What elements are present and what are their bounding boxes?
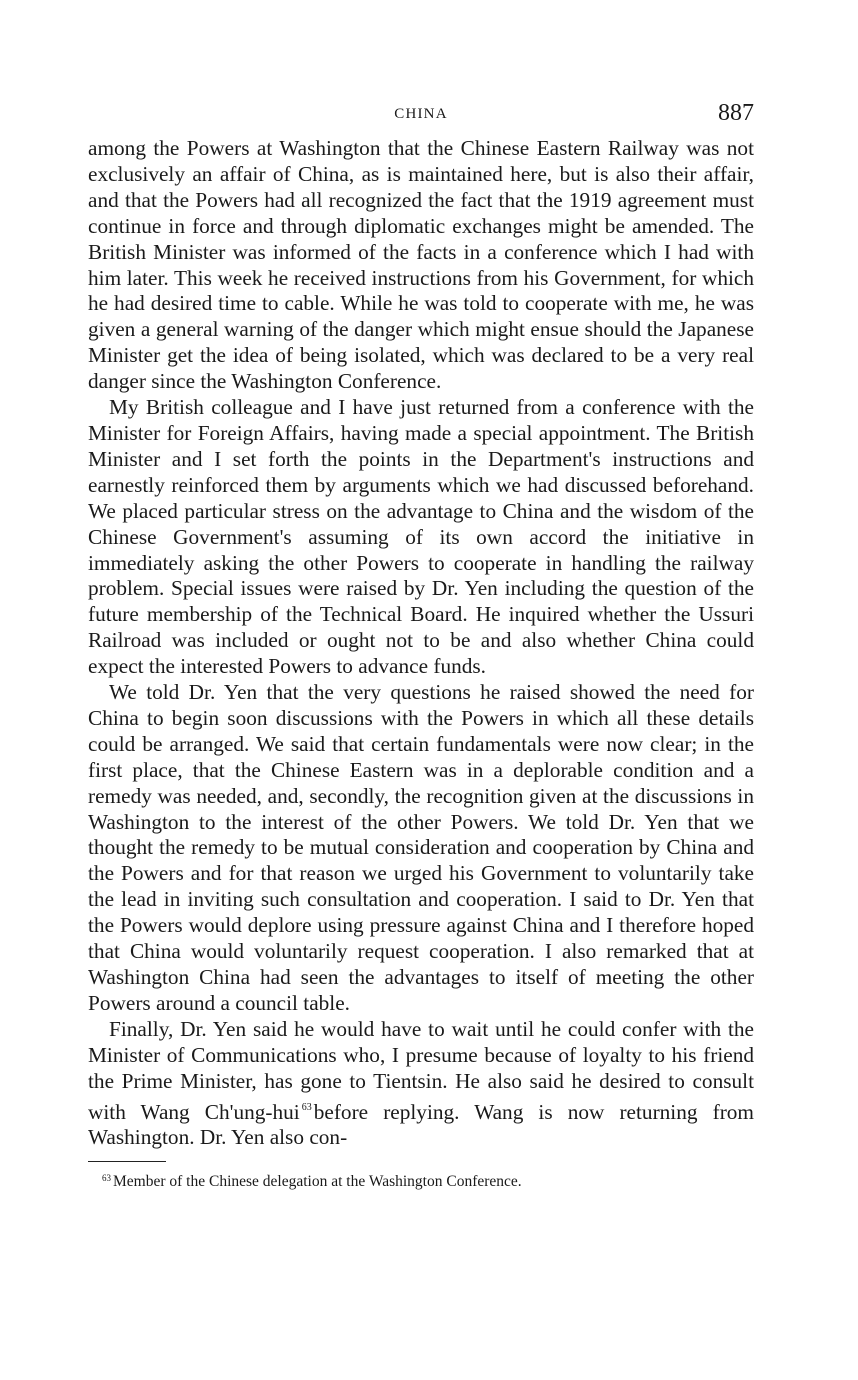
footnote	[102, 1168, 754, 1192]
running-title: CHINA	[394, 106, 448, 122]
footnote-divider	[88, 1161, 166, 1162]
page-number: 887	[718, 100, 754, 126]
body-text	[88, 136, 754, 1151]
footnote-text: Member of the Chinese delegation at the Washington Conference.	[113, 1173, 522, 1191]
footnote-marker: 63	[102, 1173, 111, 1184]
paragraph-3: We told Dr. Yen that the very questions he raised showed the need for China to begin soon discussions with the Powers in which all these details could be arranged. We said that certain fundamentals were now clear; in the first place, that the Chinese Eastern was in a deplorable condition and a remedy was needed, and, secondly, the recognition given at the discussions in Washington to the interest of the other Powers. We told Dr. Yen that we thought the remedy to be mutual consideration and cooperation by China and the Powers and for that reason we urged his Government to voluntarily take the lead in inviting such consultation and cooperation. I said to Dr. Yen that the Powers would deplore using pressure against China and I therefore hoped that China would voluntarily request cooperation. I also remarked that at Washington China had seen the advantages to itself of meeting the other Powers around a council table.	[88, 680, 754, 1015]
paragraph-4	[88, 1017, 754, 1152]
paragraph-4-text-after-note: before replying. Wang is now returning from Washington. Dr. Yen also con-	[88, 1099, 755, 1150]
paragraph-1: among the Powers at Washington that the Chinese Eastern Railway was not exclusively an affair of China, as is maintained here, but is also their affair, and that the Powers had all recognized the fact that the 1919 agreement must continue in force and through diplomatic exchanges might be amended. The British Minister was informed of the facts in a conference which I had with him later. This week he received instructions from his Government, for which he had desired time to cable. While he was told to cooperate with me, he was given a general warning of the danger which might ensue should the Japanese Minister get the idea of being isolated, which was declared to be a very real danger since the Washington Conference.	[88, 136, 754, 394]
document-page	[88, 100, 754, 1192]
paragraph-2: My British colleague and I have just returned from a conference with the Minister for Foreign Affairs, having made a special appointment. The British Minister and I set forth the points in the Department's instructions and earnestly reinforced them by arguments which we had discussed beforehand. We placed particular stress on the advantage to China and the wisdom of the Chinese Government's assuming of its own accord the initiative in immediately asking the other Powers to cooperate in handling the railway problem. Special issues were raised by Dr. Yen including the question of the future membership of the Technical Board. He inquired whether the Ussuri Railroad was included or ought not to be and also whether China could expect the interested Powers to advance funds.	[88, 395, 754, 679]
paragraph-4-text-before-note: Finally, Dr. Yen said he would have to wait until he could confer with the Minister of Communications who, I presume because of loyalty to his friend the Prime Minister, has gone to Tientsin. He also said he desired to consult with Wang Ch'ung-hui	[88, 1016, 754, 1124]
running-head	[88, 100, 754, 136]
footnote-reference: 63	[301, 1101, 312, 1113]
